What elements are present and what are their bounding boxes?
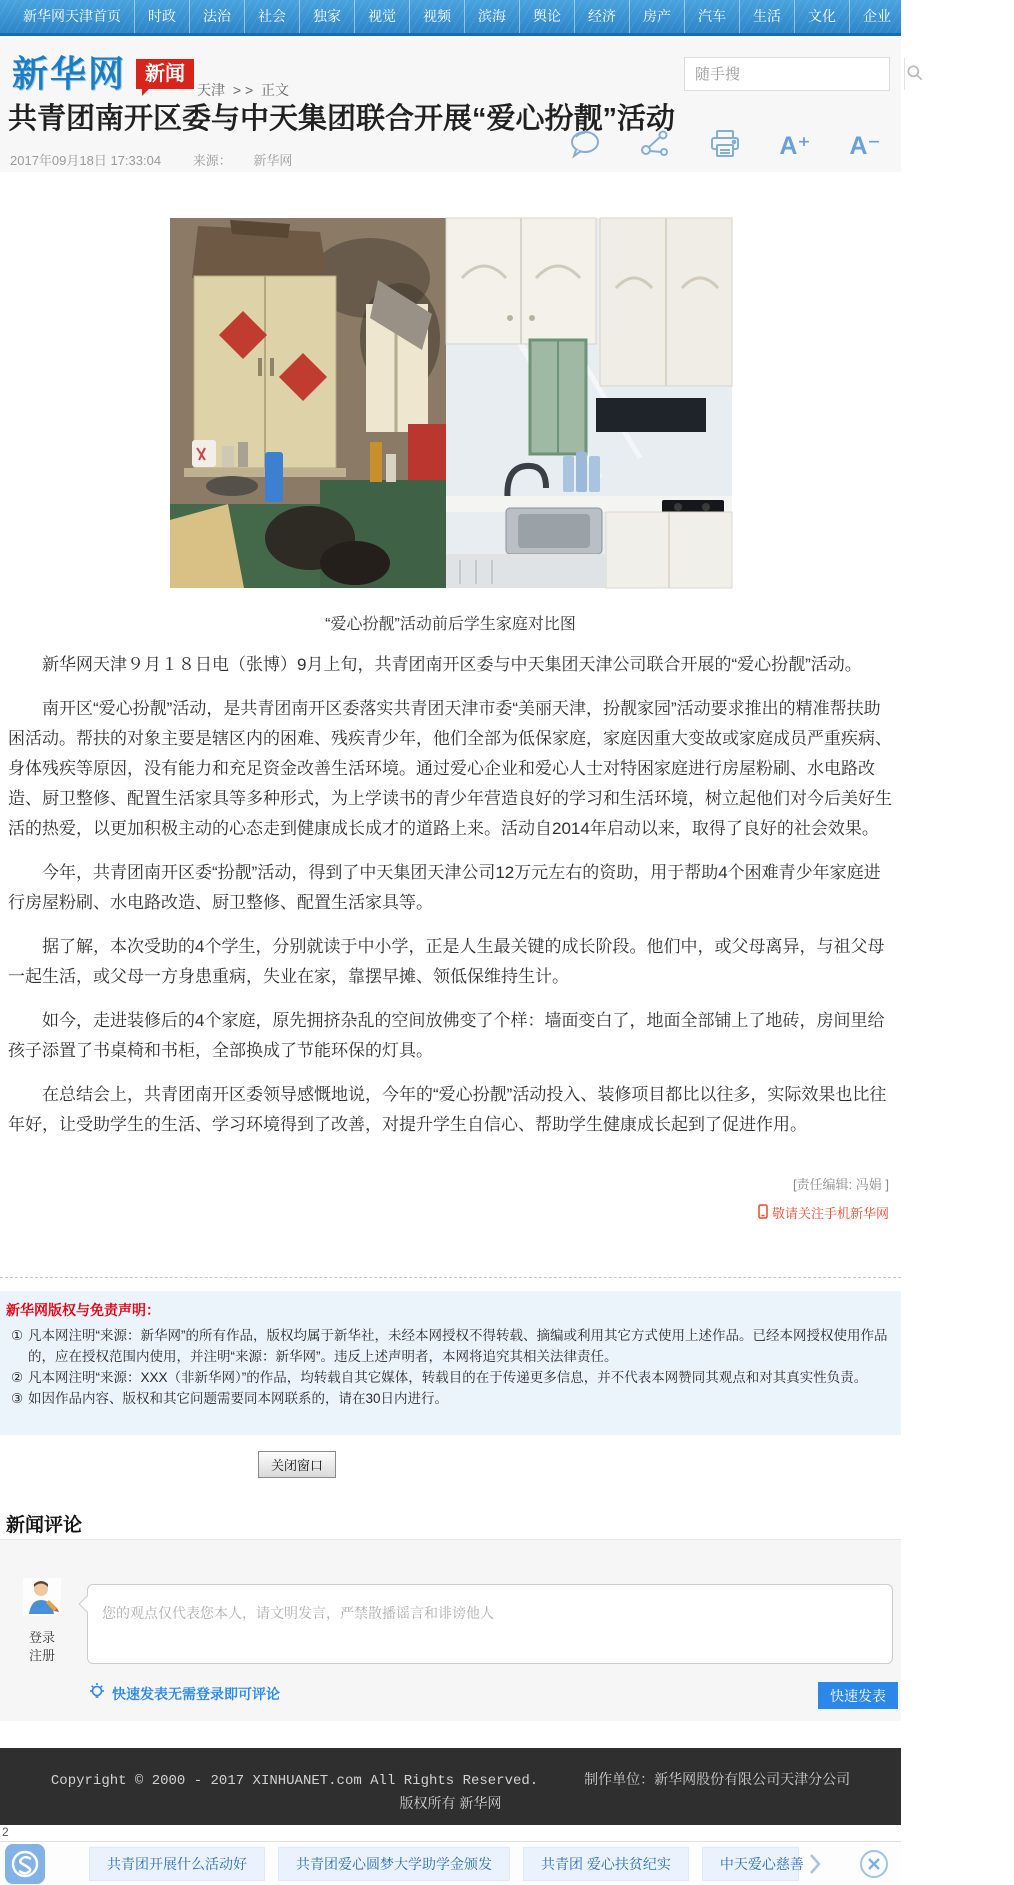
mid-zone [0,1435,901,1539]
search-button[interactable] [904,58,925,90]
nav-item-culture[interactable]: 文化 [794,0,849,33]
article-header [0,36,901,172]
photo-caption: “爱心扮靓”活动前后学生家庭对比图 [325,616,576,633]
phone-icon [758,1204,768,1222]
paragraph: 据了解，本次受助的4个学生，分别就读于中小学，正是人生最关键的成长阶段。他们中，或父母离异，与祖父母一起生活，或父母一方身患重病，失业在家，靠摆早摊、领低保维持生计。 [8,937,885,986]
search-box [684,57,890,91]
nav-item-service[interactable]: 服务 [904,0,959,33]
article-paragraphs [8,650,893,1140]
nav-item-health[interactable]: 健康 [959,0,1014,33]
article-body [0,218,901,1278]
breadcrumb-separator: > > [232,82,254,98]
source-label: 来源： [192,153,232,168]
source-value: 新华网 [253,153,293,168]
publish-date: 2017年09月18日 17:33:04 [10,153,162,168]
quick-post-tip-text[interactable]: 快速发表无需登录即可评论 [112,1685,280,1702]
nav-item-economy[interactable]: 经济 [574,0,629,33]
copyright-disclaimer [0,1291,901,1435]
nav-item-enterprise[interactable]: 企业 [849,0,904,33]
register-link[interactable]: 注册 [28,1648,55,1663]
login-link[interactable]: 登录 [28,1630,55,1645]
font-increase-button[interactable] [773,126,817,166]
footer-maker: 制作单位：新华网股份有限公司天津分公司 [584,1771,851,1787]
stray-character: 2 [2,1825,9,1839]
share-icon [639,128,671,165]
page-title: 共青团南开区委与中天集团联合开展“爱心扮靓”活动 [8,103,676,135]
nav-item-exclusive[interactable]: 独家 [299,0,354,33]
close-icon [859,1866,889,1883]
comment-button[interactable] [563,126,607,166]
chevron-right-icon[interactable] [808,1853,822,1875]
article-meta [10,150,292,169]
article-figure [170,218,732,634]
related-search-links [89,1847,804,1881]
footer-copyright-en: Copyright © 2000 - 2017 XINHUANET.com All Rights Reserved. [50,1773,539,1789]
nav-item-life[interactable]: 生活 [739,0,794,33]
disclaimer-item-number: ② [10,1370,24,1385]
disclaimer-item [6,1388,891,1409]
comment-input-wrap [87,1584,893,1664]
related-search-bar [0,1841,901,1885]
nav-list [0,0,1001,33]
site-logo[interactable] [12,54,194,94]
font-decrease-button[interactable] [843,126,887,166]
related-link[interactable]: 共青团 爱心扶贫纪实 [523,1847,689,1881]
search-input[interactable] [685,58,904,90]
nav-item-binhai[interactable]: 滨海 [464,0,519,33]
nav-item-vision[interactable]: 视觉 [354,0,409,33]
stray-text-row [0,1825,901,1841]
disclaimer-item [6,1325,891,1367]
footer-line1 [0,1768,901,1792]
nav-item-politics[interactable]: 时政 [134,0,189,33]
disclaimer-title: 新华网版权与免责声明： [6,1302,160,1318]
comments-heading: 新闻评论 [6,1515,83,1536]
article-photo [170,218,732,588]
editor-credit: [责任编辑: 冯娟 ] [792,1177,889,1192]
top-navigation [0,0,1001,36]
breadcrumb-region[interactable]: 天津 [197,82,225,98]
disclaimer-item [6,1367,891,1388]
nav-item-law[interactable]: 法治 [189,0,244,33]
nav-item-realestate[interactable]: 房产 [629,0,684,33]
news-badge: 新闻 [136,59,194,89]
comment-bubble-icon [567,128,603,165]
page-footer [0,1748,901,1825]
quick-post-tip[interactable] [88,1682,280,1705]
disclaimer-item-text: 如因作品内容、版权和其它问题需要同本网联系的，请在30日内进行。 [28,1391,449,1406]
nav-item-auto[interactable]: 汽车 [684,0,739,33]
printer-icon [708,128,742,165]
nav-item-video[interactable]: 视频 [409,0,464,33]
mobile-notice-text[interactable]: 敬请关注手机新华网 [771,1206,889,1221]
breadcrumb-current: 正文 [261,82,290,98]
paragraph: 南开区“爱心扮靓”活动，是共青团南开区委落实共青团天津市委“美丽天津，扮靓家园”活动要求推出的精准帮扶助困活动。帮扶的对象主要是辖区内的困难、残疾青少年，他们全部为低保家庭，家庭因重大变故或家庭成员严重疾病、身体残疾等原因，没有能力和充足资金改善生活环境。通过爱心企业和爱心人士对特困家庭进行房屋粉刷、水电路改造、厨卫整修、配置生活家具等多种形式，为上学读书的青少年营造良好的学习和生活环境，树立起他们对今后美好生活的热爱，以更加积极主动的心态走到健康成长成才的道路上来。活动自2014年启动以来，取得了良好的社会效果。 [8,699,892,838]
spacer [0,1721,901,1748]
nav-item-home[interactable]: 新华网天津首页 [23,8,121,24]
paragraph: 在总结会上，共青团南开区委领导感慨地说，今年的“爱心扮靓”活动投入、装修项目都比以往多，实际效果也比往年好，让受助学生的生活、学习环境得到了改善，对提升学生自信心、帮助学生健康成长起到了促进作用。 [8,1085,887,1134]
login-column [20,1578,64,1665]
disclaimer-item-text: 凡本网注明“来源：新华网”的所有作品，版权均属于新华社，未经本网授权不得转载、摘编或利用其它方式使用上述作品。已经本网授权使用作品的，应在授权范围内使用，并注明“来源：新华网”。违反上述声明者，本网将追究其相关法律责任。 [28,1328,888,1364]
print-button[interactable] [703,126,747,166]
related-link[interactable]: 共青团开展什么活动好 [89,1847,265,1881]
article-tools [537,126,887,166]
comment-textarea[interactable] [87,1584,893,1664]
disclaimer-item-text: 凡本网注明“来源：XXX（非新华网）”的作品，均转载自其它媒体，转载目的在于传递更多信息，并不代表本网赞同其观点和对其真实性负责。 [28,1370,868,1385]
nav-item-opinion[interactable]: 舆论 [519,0,574,33]
lightbulb-icon [88,1682,106,1705]
disclaimer-item-number: ③ [10,1391,24,1406]
paragraph: 今年，共青团南开区委“扮靓”活动，得到了中天集团天津公司12万元左右的资助，用于帮助4个困难青少年家庭进行房屋粉刷、水电路改造、厨卫整修、配置生活家具等。 [8,863,881,912]
comment-panel [0,1539,901,1721]
login-register-links [20,1629,64,1665]
sogou-s-logo-icon[interactable] [5,1844,45,1884]
mobile-xinhuanet-link[interactable] [8,1203,893,1222]
quick-post-button[interactable]: 快速发表 [818,1682,898,1709]
paragraph: 新华网天津９月１８日电（张博）9月上旬，共青团南开区委与中天集团天津公司联合开展的“爱心扮靓”活动。 [42,655,862,674]
footer-line2: 版权所有 新华网 [399,1795,502,1811]
paragraph: 如今，走进装修后的4个家庭，原先拥挤杂乱的空间放佛变了个样：墙面变白了，地面全部铺上了地砖，房间里给孩子添置了书桌椅和书柜，全部换成了节能环保的灯具。 [8,1011,885,1060]
related-link[interactable]: 中天爱心慈善 [702,1847,799,1881]
font-decrease-icon: A⁻ [849,132,881,160]
close-bar-button[interactable] [859,1849,889,1884]
disclaimer-item-number: ① [10,1328,24,1343]
related-link[interactable]: 共青团爱心圆梦大学助学金颁发 [278,1847,510,1881]
search-icon [905,63,925,86]
close-window-button[interactable]: 关闭窗口 [258,1451,336,1478]
nav-item-society[interactable]: 社会 [244,0,299,33]
share-button[interactable] [633,126,677,166]
xinhuanet-logo-text[interactable]: 新华网 [12,53,127,94]
font-increase-icon: A⁺ [779,132,811,160]
user-avatar-icon [23,1603,61,1620]
